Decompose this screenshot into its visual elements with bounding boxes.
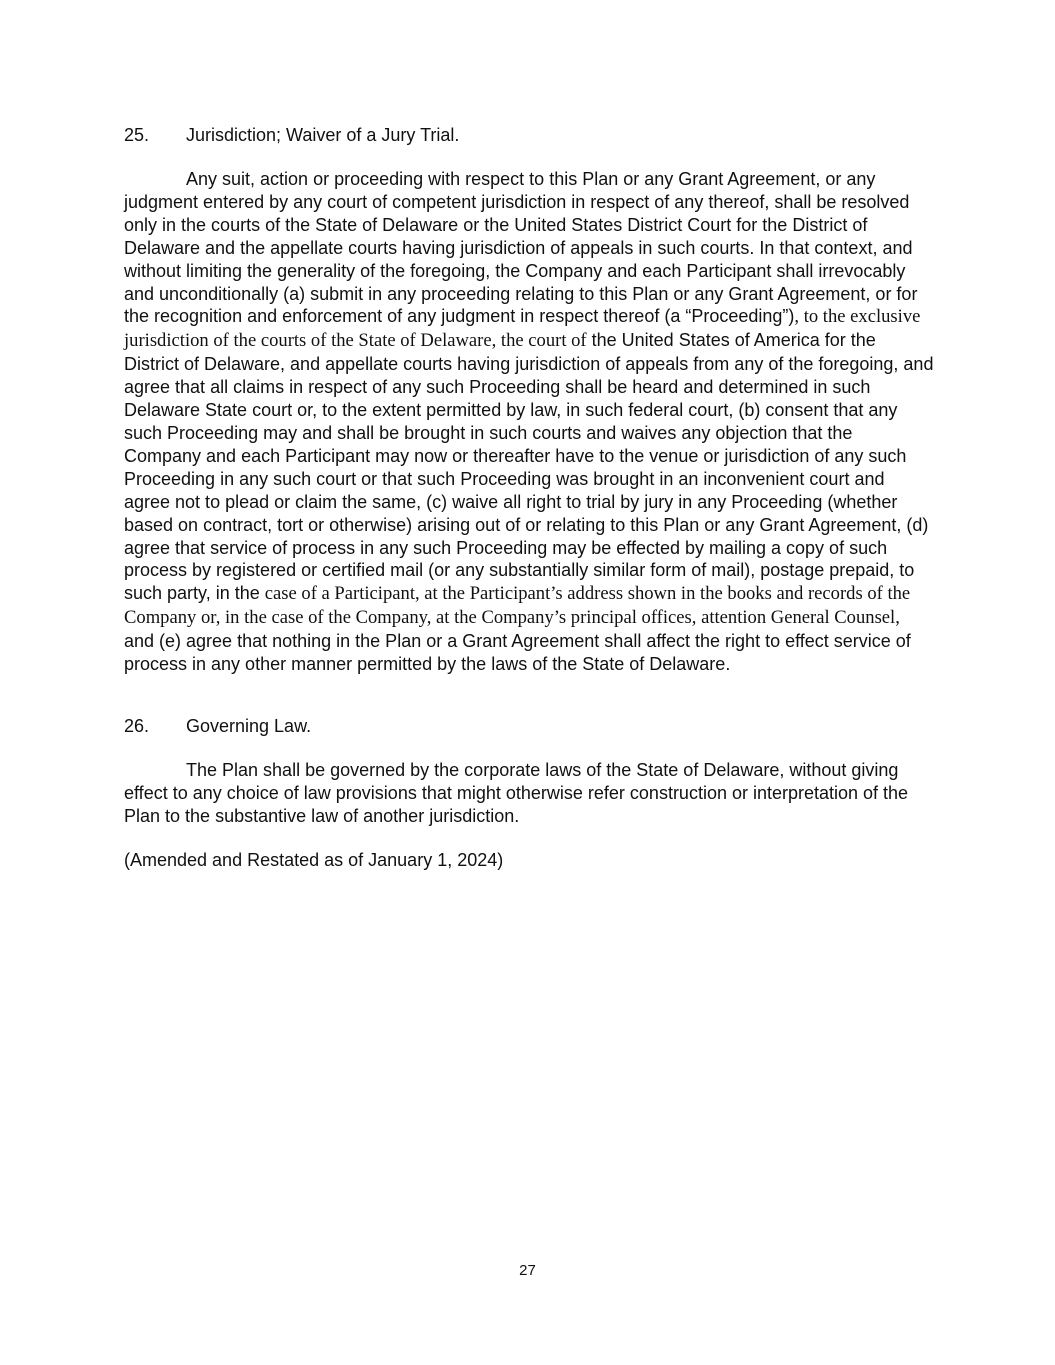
amendment-note: (Amended and Restated as of January 1, 2024) xyxy=(124,850,504,870)
section-26-title: Governing Law. xyxy=(186,716,312,736)
section-25-body-part1: Any suit, action or proceeding with respect to this Plan or any Grant Agreement, or any judgment entered by any court of competent jurisdiction in respect of any thereof, shall be resolved only in the courts of the State of Delaware or the United States District Court for the District of Delaware and the appellate courts having jurisdiction of appeals in such courts. In that context, and without limiting the generality of the foregoing, the Company and each Participant shall irrevocably and unconditionally (a) submit in any proceeding relating to this Plan or any Grant Agreement, or for the recognition and enforcement of any judgment in respect thereof (a “Proceeding”) xyxy=(124,169,918,327)
section-26-body xyxy=(124,759,934,828)
section-25-number: 25. xyxy=(124,125,150,145)
section-25-body-part5: and (e) agree that nothing in the Plan or a Grant Agreement shall affect the right to effect service of process in any other manner permitted by the laws of the State of Delaware. xyxy=(124,631,911,675)
section-26-number: 26. xyxy=(124,716,150,736)
section-26-heading xyxy=(124,715,311,737)
page-number: 27 xyxy=(519,1262,536,1279)
section-25-body xyxy=(124,168,934,676)
section-25-heading xyxy=(124,124,459,146)
section-25-body-part4: case of a Participant, at the Participant’s address shown in the books and records of the Company or, in the case of the Company, at the Company’s principal offices, attention General Counsel, xyxy=(124,583,911,629)
section-25-body-part2: , to the exclusive jurisdiction of the courts of the State of Delaware, the court of xyxy=(124,306,921,352)
section-25-body-part3: the United States of America for the District of Delaware, and appellate courts having jurisdiction of appeals from any of the foregoing, and agree that all claims in respect of any such Proceeding shall be heard and determined in such Delaware State court or, to the extent permitted by law, in such federal court, (b) consent that any such Proceeding may and shall be brought in such courts and waives any objection that the Company and each Participant may now or thereafter have to the venue or jurisdiction of any such Proceeding in any such court or that such Proceeding was brought in an inconvenient court and agree not to plead or claim the same, (c) waive all right to trial by jury in any Proceeding (whether based on contract, tort or otherwise) arising out of or relating to this Plan or any Grant Agreement, (d) agree that service of process in any such Proceeding may be effected by mailing a copy of such process by registered or certified mail (or any substantially similar form of mail), postage prepaid, to such party, in the xyxy=(124,330,934,604)
section-26-body-text: The Plan shall be governed by the corporate laws of the State of Delaware, without giving effect to any choice of law provisions that might otherwise refer construction or interpretation of the Plan to the substantive law of another jurisdiction. xyxy=(124,760,909,826)
section-25-title: Jurisdiction; Waiver of a Jury Trial. xyxy=(186,125,460,145)
